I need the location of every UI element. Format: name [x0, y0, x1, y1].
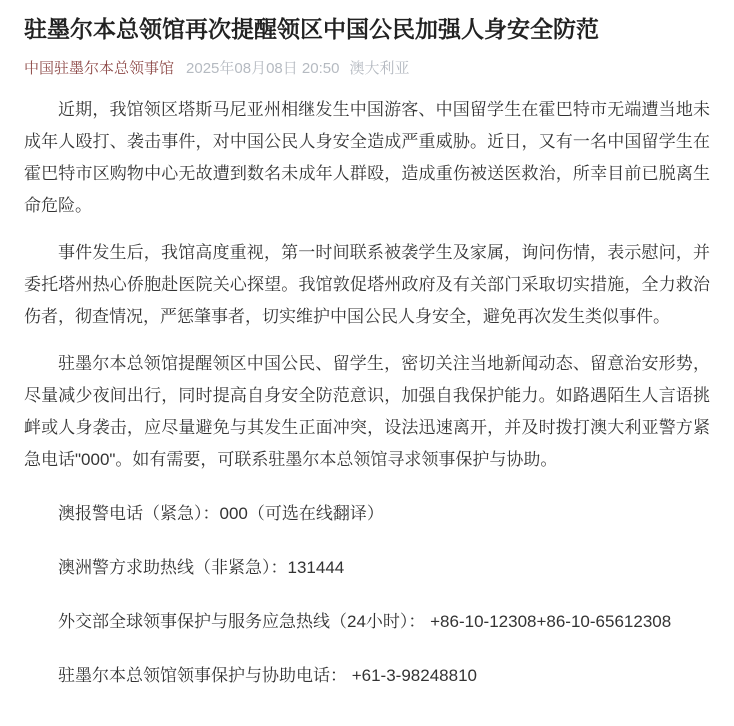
hotline-mfa-consular: 外交部全球领事保护与服务应急热线（24小时）： +86-10-12308+86-10-65612308: [58, 612, 672, 632]
hotline-police-emergency: 澳报警电话（紧急）：000（可选在线翻译）: [58, 504, 384, 524]
hotline-consulate-melbourne: 驻墨尔本总领馆领事保护与协助电话： +61-3-98248810: [58, 666, 477, 686]
hotline-police-non-emergency: 澳洲警方求助热线（非紧急）：131444: [58, 558, 345, 578]
article-byline: [24, 59, 710, 79]
paragraph-response: 事件发生后，我馆高度重视，第一时间联系被袭学生及家属，询问伤情，表示慰问，并委托塔州热心侨胞赴医院关心探望。我馆敦促塔州政府及有关部门采取切实措施，全力救治伤者，彻查情况，严惩肇事者，切实维护中国公民人身安全，避免再次发生类似事件。: [24, 243, 710, 327]
paragraph-incident: 近期，我馆领区塔斯马尼亚州相继发生中国游客、中国留学生在霍巴特市无端遭当地未成年人殴打、袭击事件，对中国公民人身安全造成严重威胁。近日，又有一名中国留学生在霍巴特市区购物中心无故遭到数名未成年人群殴，造成重伤被送医救治，所幸目前已脱离生命危险。: [24, 100, 710, 216]
publish-date: 2025年08月08日 20:50: [186, 60, 340, 78]
paragraph-advice: 驻墨尔本总领馆提醒领区中国公民、留学生，密切关注当地新闻动态、留意治安形势，尽量减少夜间出行，同时提高自身安全防范意识，加强自我保护能力。如路遇陌生人言语挑衅或人身袭击，应尽量避免与其发生正面冲突，设法迅速离开，并及时拨打澳大利亚警方紧急电话"000"。如有需要，可联系驻墨尔本总领馆寻求领事保护与协助。: [24, 354, 710, 470]
source-link[interactable]: 中国驻墨尔本总领事馆: [24, 60, 175, 78]
article-body: [24, 94, 710, 692]
article-title: 驻墨尔本总领馆再次提醒领区中国公民加强人身安全防范: [24, 16, 599, 42]
publish-location: 澳大利亚: [349, 60, 410, 78]
